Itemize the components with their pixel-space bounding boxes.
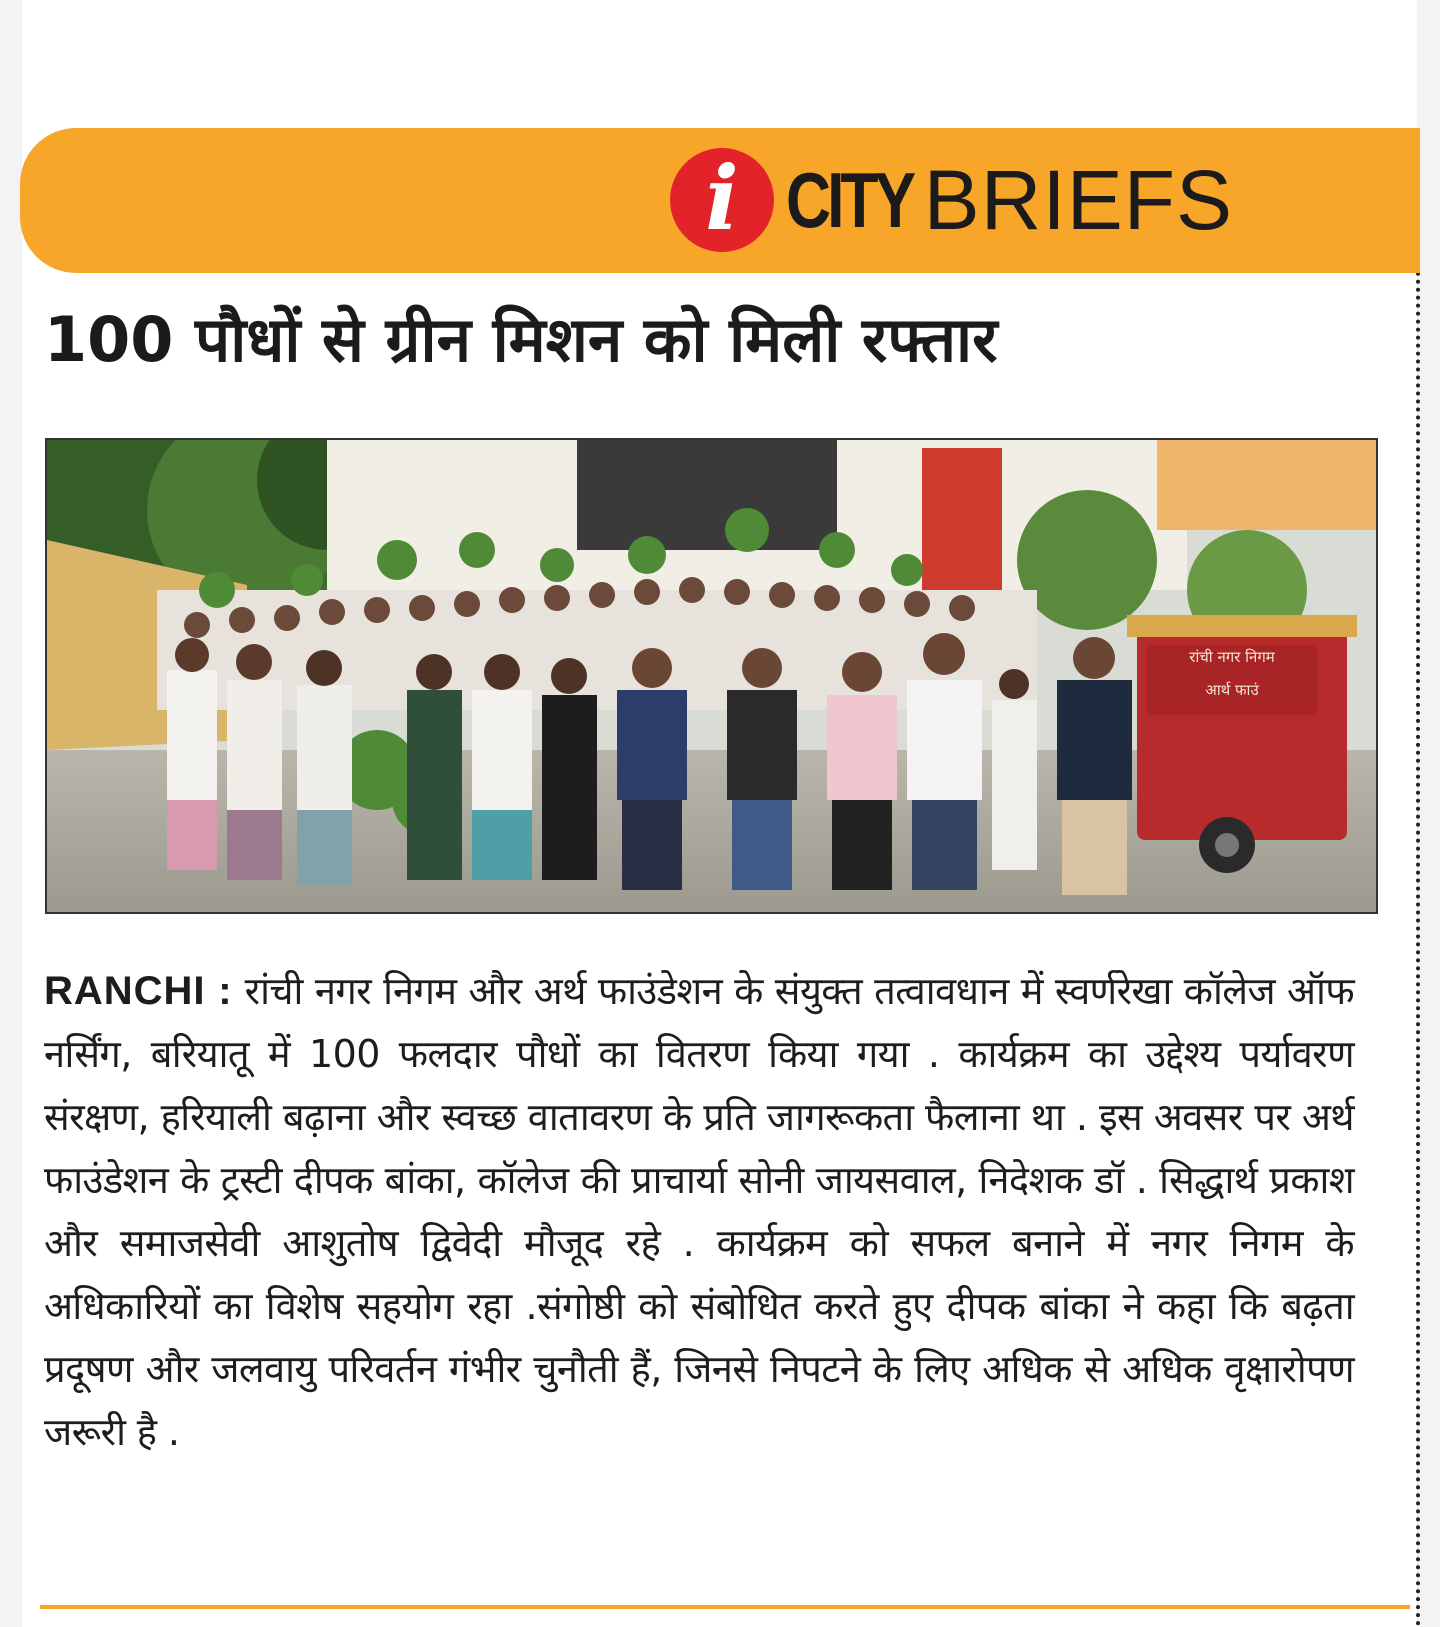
photo-illustration	[47, 440, 1376, 912]
vehicle-sign-line1: रांची नगर निगम	[1189, 648, 1275, 666]
red-vehicle	[1127, 615, 1357, 873]
brand-briefs-text: BRIEFS	[923, 152, 1234, 247]
red-signboard	[922, 448, 1002, 608]
article-photo	[45, 438, 1378, 914]
city-briefs-logo	[670, 145, 1233, 255]
brand-city-text: CITY	[786, 155, 913, 244]
column-dotted-border	[1416, 128, 1420, 1627]
info-i-icon	[670, 148, 774, 252]
bottom-orange-rule	[40, 1605, 1410, 1609]
article-body	[44, 960, 1354, 1464]
building-entrance	[577, 440, 837, 550]
article-headline: 100 पौधों से ग्रीन मिशन को मिली रफ्तार	[44, 303, 998, 376]
building-canopy	[1157, 440, 1376, 530]
info-i-letter: i	[705, 146, 739, 250]
article-dateline: RANCHI :	[44, 969, 233, 1013]
article-body-text: रांची नगर निगम और अर्थ फाउंडेशन के संयुक्त तत्वावधान में स्वर्णरेखा कॉलेज ऑफ नर्सिंग, बरियातू में 100 फलदार पौधों का वितरण किया गया . कार्यक्रम का उद्देश्य पर्यावरण संरक्षण, हरियाली बढ़ाना और स्वच्छ वातावरण के प्रति जागरूकता फैलाना था . इस अवसर पर अर्थ फाउंडेशन के ट्रस्टी दीपक बांका, कॉलेज की प्राचार्या सोनी जायसवाल, निदेशक डॉ . सिद्धार्थ प्रकाश और समाजसेवी आशुतोष द्विवेदी मौजूद रहे . कार्यक्रम को सफल बनाने में नगर निगम के अधिकारियों का विशेष सहयोग रहा .संगोष्ठी को संबोधित करते हुए दीपक बांका ने कहा कि बढ़ता प्रदूषण और जलवायु परिवर्तन गंभीर चुनौती हैं, जिनसे निपटने के लिए अधिक से अधिक वृक्षारोपण जरूरी है .	[44, 969, 1355, 1454]
vehicle-sign-line2: आर्थ फाउं	[1205, 681, 1259, 699]
city-briefs-banner	[20, 128, 1420, 273]
